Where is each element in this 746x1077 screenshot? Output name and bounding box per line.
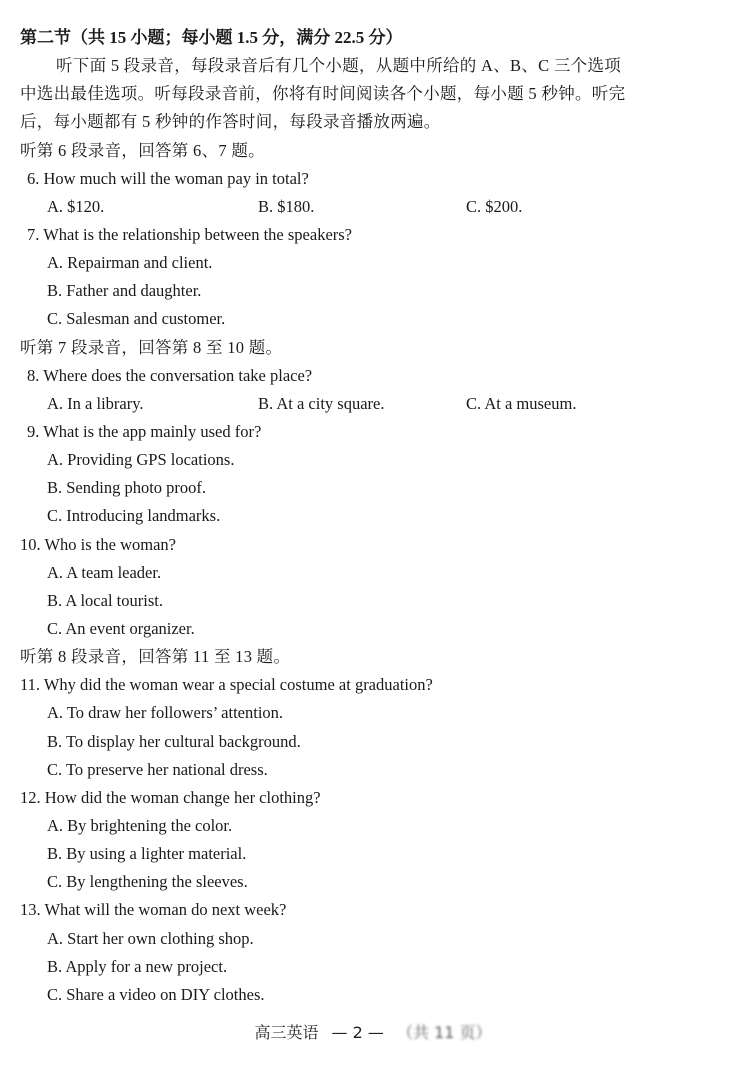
options-row <box>20 193 720 221</box>
option-b: B. Sending photo proof. <box>47 478 207 498</box>
option-a: A. $120. <box>47 196 105 216</box>
instructions-line: 后，每小题都有 5 秒钟的作答时间，每段录音播放两遍。 <box>20 112 441 132</box>
option-b: B. To display her cultural background. <box>47 731 301 751</box>
option-a: A. Start her own clothing shop. <box>47 928 254 948</box>
question-stem: 8. Where does the conversation take place? <box>27 365 313 385</box>
group-heading: 听第 7 段录音，回答第 8 至 10 题。 <box>20 337 283 357</box>
option-b: B. A local tourist. <box>47 590 163 610</box>
question-stem: 7. What is the relationship between the speakers? <box>27 224 353 244</box>
option-c: C. To preserve her national dress. <box>47 759 268 779</box>
option-c: C. At a museum. <box>466 393 577 413</box>
option-a: A. To draw her followers’ attention. <box>47 703 284 723</box>
option-a: A. In a library. <box>47 393 144 413</box>
footer-page-number: — 2 — <box>331 1023 384 1042</box>
option-b: B. Apply for a new project. <box>47 956 228 976</box>
option-c: C. By lengthening the sleeves. <box>47 872 248 892</box>
option-c: C. Introducing landmarks. <box>47 506 221 526</box>
footer-subject: 高三英语 <box>254 1023 319 1042</box>
option-b: B. Father and daughter. <box>47 281 202 301</box>
question-stem: 11. Why did the woman wear a special costume at graduation? <box>20 675 433 695</box>
group-heading: 听第 8 段录音，回答第 11 至 13 题。 <box>20 647 291 667</box>
option-b: B. At a city square. <box>258 393 385 413</box>
footer-total-pages: （共 11 页） <box>397 1023 492 1042</box>
option-a: A. A team leader. <box>47 562 162 582</box>
instructions-line: 听下面 5 段录音，每段录音后有几个小题，从题中所给的 A、B、C 三个选项 <box>56 56 622 76</box>
question-stem: 6. How much will the woman pay in total? <box>27 168 309 188</box>
option-c: C. Salesman and customer. <box>47 309 226 329</box>
option-c: C. An event organizer. <box>47 618 195 638</box>
option-a: A. By brightening the color. <box>47 815 233 835</box>
question-stem: 9. What is the app mainly used for? <box>27 421 262 441</box>
exam-section <box>20 24 720 1009</box>
option-b: B. $180. <box>258 196 315 216</box>
question-stem: 10. Who is the woman? <box>20 534 176 554</box>
options-row <box>20 390 720 418</box>
option-a: A. Providing GPS locations. <box>47 450 235 470</box>
option-a: A. Repairman and client. <box>47 253 213 273</box>
option-c: C. Share a video on DIY clothes. <box>47 984 265 1004</box>
group-heading: 听第 6 段录音，回答第 6、7 题。 <box>20 140 265 160</box>
section-title: 第二节（共 15 小题；每小题 1.5 分，满分 22.5 分） <box>20 28 403 47</box>
question-stem: 12. How did the woman change her clothing? <box>20 787 321 807</box>
question-stem: 13. What will the woman do next week? <box>20 900 287 920</box>
option-c: C. $200. <box>466 196 523 216</box>
question-groups <box>20 137 720 1009</box>
page-footer <box>0 1020 746 1043</box>
instructions-line: 中选出最佳选项。听每段录音前，你将有时间阅读各个小题，每小题 5 秒钟。听完 <box>20 84 626 104</box>
option-b: B. By using a lighter material. <box>47 844 247 864</box>
